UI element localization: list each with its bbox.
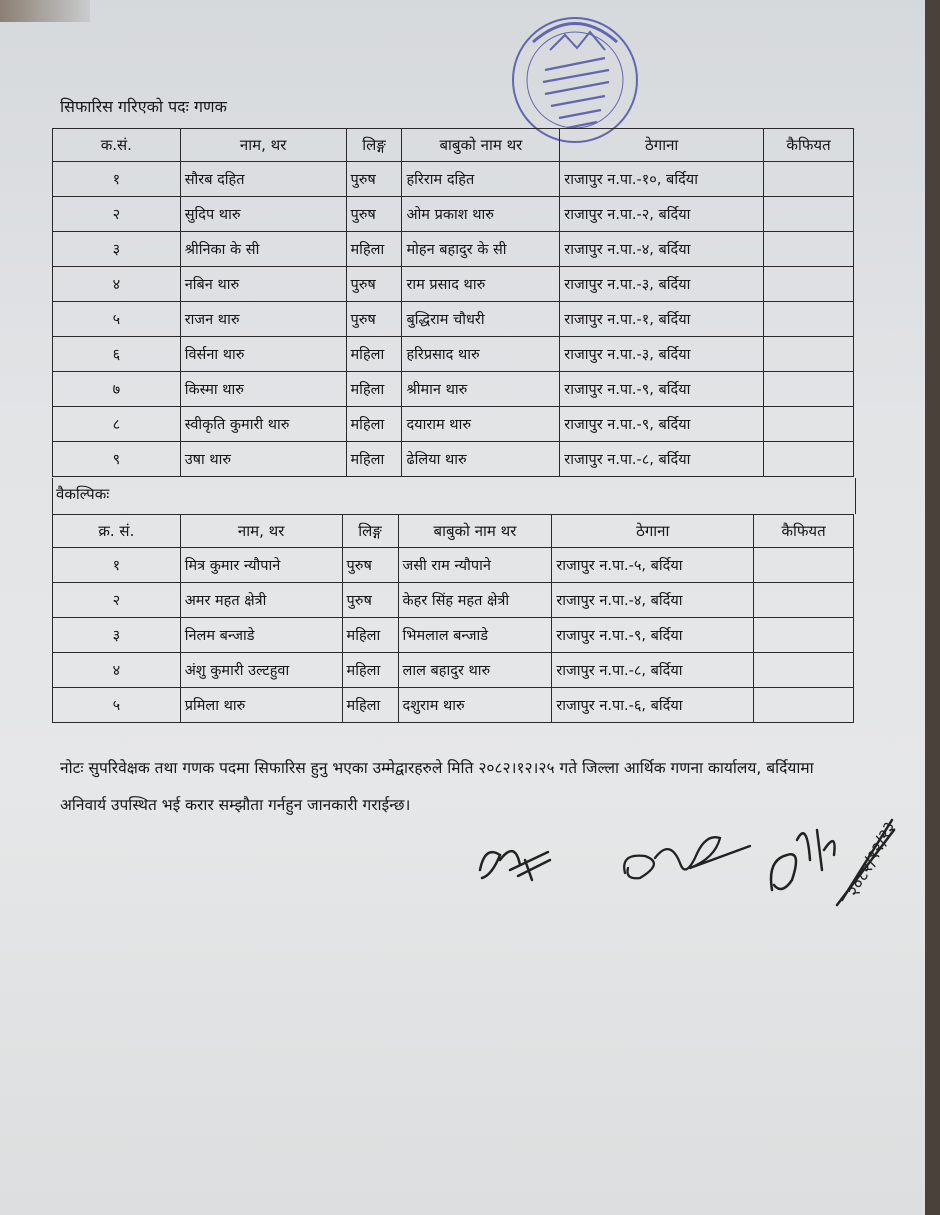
cell-name: श्रीनिका के सी [180,232,346,267]
cell-father: हरिप्रसाद थारु [402,337,560,372]
cell-name: अंशु कुमारी उल्टहुवा [180,653,342,688]
header-father: बाबुको नाम थर [398,515,552,548]
cell-gender: महिला [342,618,398,653]
table-header-row [53,129,854,162]
cell-sn: ४ [53,653,181,688]
cell-gender: महिला [346,232,402,267]
cell-father: हरिराम दहित [402,162,560,197]
table-row [53,653,854,688]
cell-name: सुदिप थारु [180,197,346,232]
header-address: ठेगाना [552,515,754,548]
cell-remarks [764,302,854,337]
cell-name: राजन थारु [180,302,346,337]
alternate-table [52,514,854,723]
cell-gender: पुरुष [346,302,402,337]
cell-remarks [754,688,854,723]
table-row [53,267,854,302]
cell-father: ढेलिया थारु [402,442,560,477]
cell-father: मोहन बहादुर के सी [402,232,560,267]
cell-sn: १ [53,162,181,197]
header-sn: क्र. सं. [53,515,181,548]
cell-gender: महिला [346,372,402,407]
header-gender: लिङ्ग [342,515,398,548]
cell-remarks [764,162,854,197]
cell-father: लाल बहादुर थारु [398,653,552,688]
table-row [53,372,854,407]
cell-name: स्वीकृति कुमारी थारु [180,407,346,442]
table-row [53,583,854,618]
header-remarks: कैफियत [764,129,854,162]
cell-address: राजापुर न.पा.-९, बर्दिया [560,372,764,407]
note-paragraph: नोटः सुपरिवेक्षक तथा गणक पदमा सिफारिस हुनु भएका उम्मेद्वारहरुले मिति २०८२।१२।२५ गते जिल्ला आर्थिक गणना कार्यालय, बर्दियामा अनिवार्य उपस्थित भई करार सम्झौता गर्नहुन जानकारी गराईन्छ। [60,759,814,814]
header-remarks: कैफियत [754,515,854,548]
cell-name: विर्सना थारु [180,337,346,372]
cell-remarks [754,653,854,688]
cell-address: राजापुर न.पा.-३, बर्दिया [560,267,764,302]
cell-name: अमर महत क्षेत्री [180,583,342,618]
cell-father: जसी राम न्यौपाने [398,548,552,583]
header-father: बाबुको नाम थर [402,129,560,162]
header-name: नाम, थर [180,129,346,162]
cell-name: सौरब दहित [180,162,346,197]
cell-sn: २ [53,197,181,232]
cell-father: ओम प्रकाश थारु [402,197,560,232]
cell-gender: महिला [346,442,402,477]
signature-date: २०८२/१२/२३ [843,818,900,901]
cell-address: राजापुर न.पा.-५, बर्दिया [552,548,754,583]
cell-address: राजापुर न.पा.-१, बर्दिया [560,302,764,337]
header-address: ठेगाना [560,129,764,162]
table-row [53,548,854,583]
cell-gender: पुरुष [346,162,402,197]
cell-remarks [754,618,854,653]
cell-address: राजापुर न.पा.-६, बर्दिया [552,688,754,723]
cell-remarks [764,197,854,232]
table-row [53,442,854,477]
cell-sn: ४ [53,267,181,302]
cell-remarks [764,267,854,302]
table-row [53,197,854,232]
cell-name: उषा थारु [180,442,346,477]
cell-address: राजापुर न.पा.-४, बर्दिया [560,232,764,267]
header-gender: लिङ्ग [346,129,402,162]
cell-father: दयाराम थारु [402,407,560,442]
cell-address: राजापुर न.पा.-३, बर्दिया [560,337,764,372]
table-row [53,302,854,337]
cell-name: मित्र कुमार न्यौपाने [180,548,342,583]
cell-remarks [764,232,854,267]
cell-name: प्रमिला थारु [180,688,342,723]
cell-sn: ५ [53,688,181,723]
cell-father: राम प्रसाद थारु [402,267,560,302]
cell-sn: ८ [53,407,181,442]
cell-remarks [764,337,854,372]
cell-sn: ५ [53,302,181,337]
cell-address: राजापुर न.पा.-९, बर्दिया [560,407,764,442]
header-sn: क.सं. [53,129,181,162]
cell-remarks [754,548,854,583]
signature-3-icon [762,800,902,915]
cell-name: नबिन थारु [180,267,346,302]
signature-1-icon [470,830,560,890]
table-header-row [53,515,854,548]
cell-father: भिमलाल बन्जाडे [398,618,552,653]
cell-sn: ६ [53,337,181,372]
cell-gender: महिला [346,407,402,442]
signature-2-icon [610,818,760,898]
alternate-label: वैकल्पिकः [56,485,110,503]
cell-name: किस्मा थारु [180,372,346,407]
cell-father: बुद्धिराम चौधरी [402,302,560,337]
alternate-label-box [52,478,856,514]
cell-remarks [754,583,854,618]
cell-gender: महिला [342,653,398,688]
cell-sn: ७ [53,372,181,407]
cell-address: राजापुर न.पा.-९, बर्दिया [552,618,754,653]
cell-address: राजापुर न.पा.-२, बर्दिया [560,197,764,232]
cell-sn: ३ [53,618,181,653]
cell-sn: १ [53,548,181,583]
cell-sn: ३ [53,232,181,267]
cell-gender: महिला [346,337,402,372]
cell-gender: पुरुष [342,548,398,583]
cell-sn: २ [53,583,181,618]
table-row [53,232,854,267]
cell-father: दशुराम थारु [398,688,552,723]
page-fold-shadow [0,0,90,22]
cell-gender: पुरुष [346,197,402,232]
recommended-table [52,128,854,477]
cell-gender: महिला [342,688,398,723]
cell-remarks [764,407,854,442]
cell-gender: पुरुष [342,583,398,618]
cell-address: राजापुर न.पा.-८, बर्दिया [552,653,754,688]
cell-address: राजापुर न.पा.-८, बर्दिया [560,442,764,477]
table-row [53,162,854,197]
cell-remarks [764,372,854,407]
header-name: नाम, थर [180,515,342,548]
table-row [53,337,854,372]
cell-father: केहर सिंह महत क्षेत्री [398,583,552,618]
table-row [53,407,854,442]
cell-father: श्रीमान थारु [402,372,560,407]
cell-address: राजापुर न.पा.-४, बर्दिया [552,583,754,618]
table-row [53,618,854,653]
cell-name: निलम बन्जाडे [180,618,342,653]
cell-sn: ९ [53,442,181,477]
table-row [53,688,854,723]
cell-address: राजापुर न.पा.-१०, बर्दिया [560,162,764,197]
document-heading: सिफारिस गरिएको पदः गणक [60,97,227,116]
cell-gender: पुरुष [346,267,402,302]
cell-remarks [764,442,854,477]
